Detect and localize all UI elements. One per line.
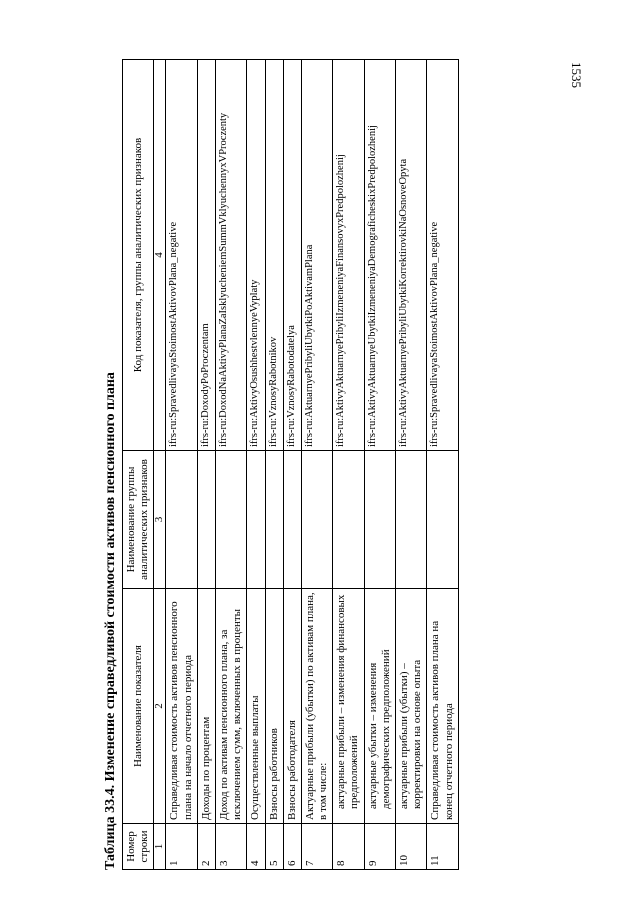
row-number: 6 xyxy=(283,824,301,870)
header-code: Код показателя, группы аналитических признаков xyxy=(123,60,154,451)
row-number: 4 xyxy=(247,824,265,870)
group-name xyxy=(215,451,246,589)
column-numbers-row xyxy=(154,60,166,870)
table-row xyxy=(396,60,427,870)
table-row xyxy=(364,60,395,870)
group-name xyxy=(265,451,283,589)
indicator-name: Взносы работодателя xyxy=(283,589,301,824)
row-number: 2 xyxy=(197,824,215,870)
indicator-name: Справедливая стоимость активов пенсионного плана на начало отчетного периода xyxy=(166,589,197,824)
column-number: 1 xyxy=(154,824,166,870)
table-row xyxy=(166,60,197,870)
row-number: 5 xyxy=(265,824,283,870)
indicator-code: ifrs-ru:VznosyRabotnikov xyxy=(265,60,283,451)
indicator-code: ifrs-ru:SpravedlivayaStoimostAktivovPlana_negative xyxy=(166,60,197,451)
table-row xyxy=(333,60,364,870)
indicator-name: Доход по активам пенсионного плана, за исключением сумм, включенных в проценты xyxy=(215,589,246,824)
row-number: 1 xyxy=(166,824,197,870)
group-name xyxy=(333,451,364,589)
indicator-code: ifrs-ru:AktuarnyePribyliUbytkiPoAktivamPlana xyxy=(301,60,332,451)
column-number: 4 xyxy=(154,60,166,451)
header-row-number: Номер строки xyxy=(123,824,154,870)
table-row xyxy=(427,60,458,870)
indicator-code: ifrs-ru:AktivyAktuarnyePribyliIzmeneniyaFinansovyxPredpolozhenij xyxy=(333,60,364,451)
group-name xyxy=(301,451,332,589)
group-name xyxy=(427,451,458,589)
table-row xyxy=(215,60,246,870)
indicator-name: актуарные прибыли (убытки) – корректировки на основе опыта xyxy=(396,589,427,824)
table-caption: Таблица 33.4. Изменение справедливой стоимости активов пенсионного плана xyxy=(103,372,118,870)
indicator-code: ifrs-ru:DoxodyPoProczentam xyxy=(197,60,215,451)
row-number: 3 xyxy=(215,824,246,870)
header-row xyxy=(123,60,154,870)
indicator-name: Доходы по процентам xyxy=(197,589,215,824)
indicator-code: ifrs-ru:DoxodNaAktivyPlanaZaIsklyucheniemSummVklyuchennyxVProczenty xyxy=(215,60,246,451)
indicator-name: Взносы работников xyxy=(265,589,283,824)
column-number: 2 xyxy=(154,589,166,824)
indicator-code: ifrs-ru:AktivyAktuarnyeUbytkiIzmeneniyaDemograficheskixPredpolozhenij xyxy=(364,60,395,451)
indicator-code: ifrs-ru:SpravedlivayaStoimostAktivovPlana_negative xyxy=(427,60,458,451)
indicator-code: ifrs-ru:AktivyOsushhestvlennyeVyplaty xyxy=(247,60,265,451)
table-row xyxy=(265,60,283,870)
indicator-name: Актуарные прибыли (убытки) по активам плана, в том числе: xyxy=(301,589,332,824)
table-row xyxy=(283,60,301,870)
indicator-code: ifrs-ru:AktivyAktuarnyePribyliUbytkiKorrektirovkiNaOsnoveOpyta xyxy=(396,60,427,451)
indicator-name: Справедливая стоимость активов плана на конец отчетного периода xyxy=(427,589,458,824)
row-number: 8 xyxy=(333,824,364,870)
table-row xyxy=(197,60,215,870)
header-group-name: Наименование группы аналитических признаков xyxy=(123,451,154,589)
group-name xyxy=(197,451,215,589)
column-number: 3 xyxy=(154,451,166,589)
indicator-name: актуарные убытки – изменения демографических предположений xyxy=(364,589,395,824)
rotated-table-block xyxy=(100,50,520,870)
indicator-name: актуарные прибыли – изменения финансовых предположений xyxy=(333,589,364,824)
table-row xyxy=(247,60,265,870)
group-name xyxy=(283,451,301,589)
header-indicator-name: Наименование показателя xyxy=(123,589,154,824)
indicator-name: Осуществленные выплаты xyxy=(247,589,265,824)
group-name xyxy=(247,451,265,589)
group-name xyxy=(364,451,395,589)
indicator-code: ifrs-ru:VznosyRabotodatelya xyxy=(283,60,301,451)
table-row xyxy=(301,60,332,870)
row-number: 9 xyxy=(364,824,395,870)
row-number: 10 xyxy=(396,824,427,870)
row-number: 11 xyxy=(427,824,458,870)
fair-value-table xyxy=(122,59,459,870)
row-number: 7 xyxy=(301,824,332,870)
group-name xyxy=(396,451,427,589)
group-name xyxy=(166,451,197,589)
page-number: 1535 xyxy=(569,62,584,88)
